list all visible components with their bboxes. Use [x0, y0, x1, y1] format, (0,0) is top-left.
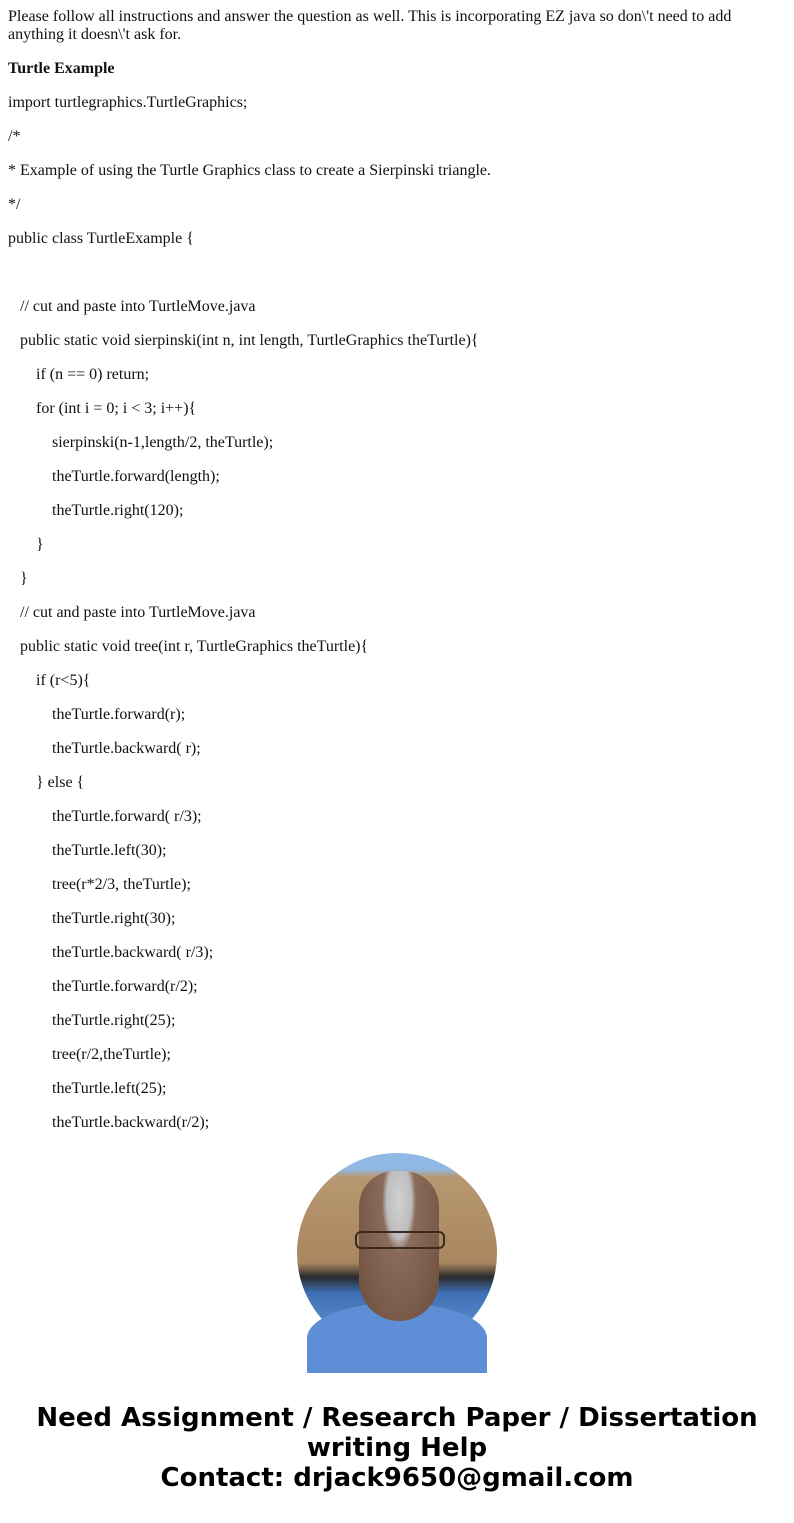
section-heading: Turtle Example [8, 60, 115, 77]
code-line: theTurtle.forward(r); [52, 706, 186, 723]
code-line: // cut and paste into TurtleMove.java [20, 298, 256, 315]
avatar-glasses [355, 1231, 445, 1249]
code-line: if (r<5){ [36, 672, 91, 689]
code-line: theTurtle.right(25); [52, 1012, 176, 1029]
code-block [8, 94, 786, 1132]
code-line: // cut and paste into TurtleMove.java [20, 604, 256, 621]
code-line: for (int i = 0; i < 3; i++){ [36, 400, 197, 417]
code-line: theTurtle.backward( r); [52, 740, 201, 757]
code-line: public static void tree(int r, TurtleGraphics theTurtle){ [20, 638, 369, 655]
code-line: } else { [36, 774, 85, 791]
code-line: } [36, 536, 44, 553]
code-line: theTurtle.backward( r/3); [52, 944, 214, 961]
contact-banner [0, 1403, 794, 1493]
code-line: import turtlegraphics.TurtleGraphics; [8, 94, 248, 111]
code-line: * Example of using the Turtle Graphics class to create a Sierpinski triangle. [8, 162, 491, 179]
code-line: public static void sierpinski(int n, int length, TurtleGraphics theTurtle){ [20, 332, 479, 349]
code-line: theTurtle.left(30); [52, 842, 167, 859]
code-line: theTurtle.forward(r/2); [52, 978, 198, 995]
code-line: */ [8, 196, 21, 213]
code-line [8, 264, 786, 282]
code-line: tree(r/2,theTurtle); [52, 1046, 171, 1063]
banner-line-1: Need Assignment / Research Paper / Dissertation [36, 1403, 758, 1433]
code-line: theTurtle.right(120); [52, 502, 184, 519]
code-line: theTurtle.left(25); [52, 1080, 167, 1097]
code-line: theTurtle.backward(r/2); [52, 1114, 210, 1131]
code-line: theTurtle.right(30); [52, 910, 176, 927]
question-content [8, 8, 786, 1131]
code-line: sierpinski(n-1,length/2, theTurtle); [52, 434, 274, 451]
code-line: public class TurtleExample { [8, 230, 194, 247]
code-line: theTurtle.forward(length); [52, 468, 220, 485]
code-line: tree(r*2/3, theTurtle); [52, 876, 191, 893]
code-line: } [20, 570, 28, 587]
banner-line-2: writing Help [306, 1433, 488, 1463]
code-line: /* [8, 128, 21, 145]
banner-line-3: Contact: drjack9650@gmail.com [160, 1463, 634, 1493]
code-line: theTurtle.forward( r/3); [52, 808, 202, 825]
author-avatar [297, 1153, 497, 1353]
question-intro: Please follow all instructions and answer the question as well. This is incorporating EZ java so don\'t need to add anything it doesn\'t ask for. [8, 8, 732, 43]
code-line: if (n == 0) return; [36, 366, 150, 383]
